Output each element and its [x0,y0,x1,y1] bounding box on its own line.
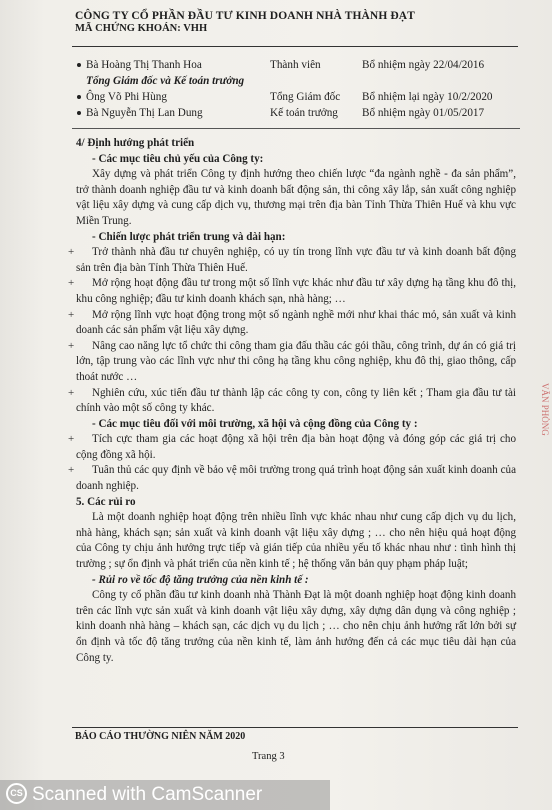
camscanner-logo-icon: CS [6,783,27,804]
footer-divider [72,727,518,728]
plus-bullet-icon: + [68,339,75,352]
board-table [86,57,526,121]
board-row [86,57,526,73]
bullet-icon [77,95,81,99]
report-footer: BÁO CÁO THƯỜNG NIÊN NĂM 2020 [75,731,246,742]
board-subheading-row [86,73,526,89]
risk-intro-paragraph: Là một doanh nghiệp hoạt động trên nhiều lĩnh vực khác nhau như cung cấp dịch vụ du lịch, nhà hàng, khách sạn; sản xuất và kinh doanh vật liệu xây dựng ; … cho nên hiệu quả hoạt động của Công ty chịu ảnh hưởng trực tiếp và gián tiếp của nhiều yếu tố khác nhau như : tình hình thị trường ; sự ổn định và phát triển của nền kinh tế ; hệ thống văn bản quy phạm pháp luật; [76,511,516,571]
growth-risk-title: - Rủi ro về tốc độ tăng trưởng của nền kinh tế : [92,573,309,586]
board-row [86,105,526,121]
member-name: Bà Nguyễn Thị Lan Dung [86,107,203,119]
environment-item: + Tuân thủ các quy định về bảo vệ môi trường trong quá trình hoạt động sản xuất kinh doanh của doanh nghiệp. [68,464,516,493]
strategy-item: + Nâng cao năng lực tổ chức thi công tham gia đấu thầu các gói thầu, công trình, dự án có giá trị lớn, tập trung vào các lĩnh vực như thi công hạ tầng khu công nghiệp, khu đô thị, giao thông, cấp thoát nước … [68,339,516,383]
growth-risk-paragraph: Công ty cổ phần đầu tư kinh doanh nhà Thành Đạt là một doanh nghiệp hoạt động kinh doanh trên các lĩnh vực sản xuất và kinh doanh vật liệu xây dựng, xây dựng dân dụng và công nghiệp ; kinh doanh nhà hàng – khách sạn, các dịch vụ du lịch ; … cho nên chịu ảnh hưởng rất lớn bởi sự ổn định và tốc độ tăng trưởng của nền kinh tế, làm ảnh hưởng đến cả các mục tiêu dài hạn của Công ty. [76,589,516,664]
member-appointment: Bổ nhiệm ngày 01/05/2017 [362,107,485,119]
member-name: Bà Hoàng Thị Thanh Hoa [86,59,202,71]
member-name: Ông Võ Phi Hùng [86,91,167,103]
member-position: Kế toán trưởng [270,107,338,119]
board-row [86,89,526,105]
goals-paragraph: Xây dựng và phát triển Công ty định hướng theo chiến lược “đa ngành nghề - đa sản phẩm”, trở thành doanh nghiệp đầu tư và kinh doanh bất động sản, thi công xây lắp, sản xuất công nghiệp vật liệu xây dựng và cung cấp dịch vụ, thương mại trên địa bàn Tỉnh Thừa Thiên Huế và khu vực Miền Trung. [76,168,516,227]
section-5-title: 5. Các rủi ro [76,495,136,508]
camscanner-watermark [0,780,330,810]
strategy-item: + Mở rộng lĩnh vực hoạt động trong một số ngành nghề mới như khai thác mỏ, sản xuất và kinh doanh các sản phẩm vật liệu xây dựng. [68,308,516,337]
watermark-text: Scanned with CamScanner [32,784,263,805]
plus-bullet-icon: + [68,386,75,399]
company-name: CÔNG TY CỔ PHẦN ĐẦU TƯ KINH DOANH NHÀ THÀNH ĐẠT [75,10,415,22]
board-divider [72,128,520,129]
strategy-title: - Chiến lược phát triển trung và dài hạn: [92,230,286,243]
red-stamp-mark: VĂN PHÒNG [540,383,550,436]
plus-bullet-icon: + [68,308,75,321]
goals-title: - Các mục tiêu chủ yếu của Công ty: [92,152,264,165]
bullet-icon [77,63,81,67]
plus-bullet-icon: + [68,464,75,477]
plus-bullet-icon: + [68,433,75,446]
plus-bullet-icon: + [68,246,75,259]
member-position: Tổng Giám đốc [270,91,341,103]
environment-item: + Tích cực tham gia các hoạt động xã hội trên địa bàn hoạt động và đóng góp các giá trị cho cộng đồng xã hội. [68,433,516,461]
environment-title: - Các mục tiêu đối với môi trường, xã hội và cộng đồng của Công ty : [92,417,418,430]
page-number: Trang 3 [252,751,285,762]
member-position: Thành viên [270,59,321,71]
member-appointment: Bổ nhiệm ngày 22/04/2016 [362,59,485,71]
header-divider [72,46,518,47]
document-body [68,136,516,666]
strategy-item: + Nghiên cứu, xúc tiến đầu tư thành lập các công ty con, công ty liên kết ; Tham gia đầu tư tài chính vào một số công ty khác. [68,386,516,415]
page-header [75,10,515,34]
section-4-title: 4/ Định hướng phát triển [76,137,195,149]
strategy-item: + Mở rộng hoạt động đầu tư trong một số lĩnh vực khác như đầu tư xây dựng hạ tầng khu đô thị, khu công nghiệp; đầu tư kinh doanh khách sạn, nhà hàng; … [68,277,516,305]
strategy-item: + Trở thành nhà đầu tư chuyên nghiệp, có uy tín trong lĩnh vực đầu tư và kinh doanh bất động sản trên địa bàn Tỉnh Thừa Thiên Huế. [68,246,516,274]
member-appointment: Bổ nhiệm lại ngày 10/2/2020 [362,91,493,103]
board-subheading: Tổng Giám đốc và Kế toán trưởng [86,75,245,87]
plus-bullet-icon: + [68,277,75,290]
stock-code: MÃ CHỨNG KHOÁN: VHH [75,23,208,34]
bullet-icon [77,111,81,115]
